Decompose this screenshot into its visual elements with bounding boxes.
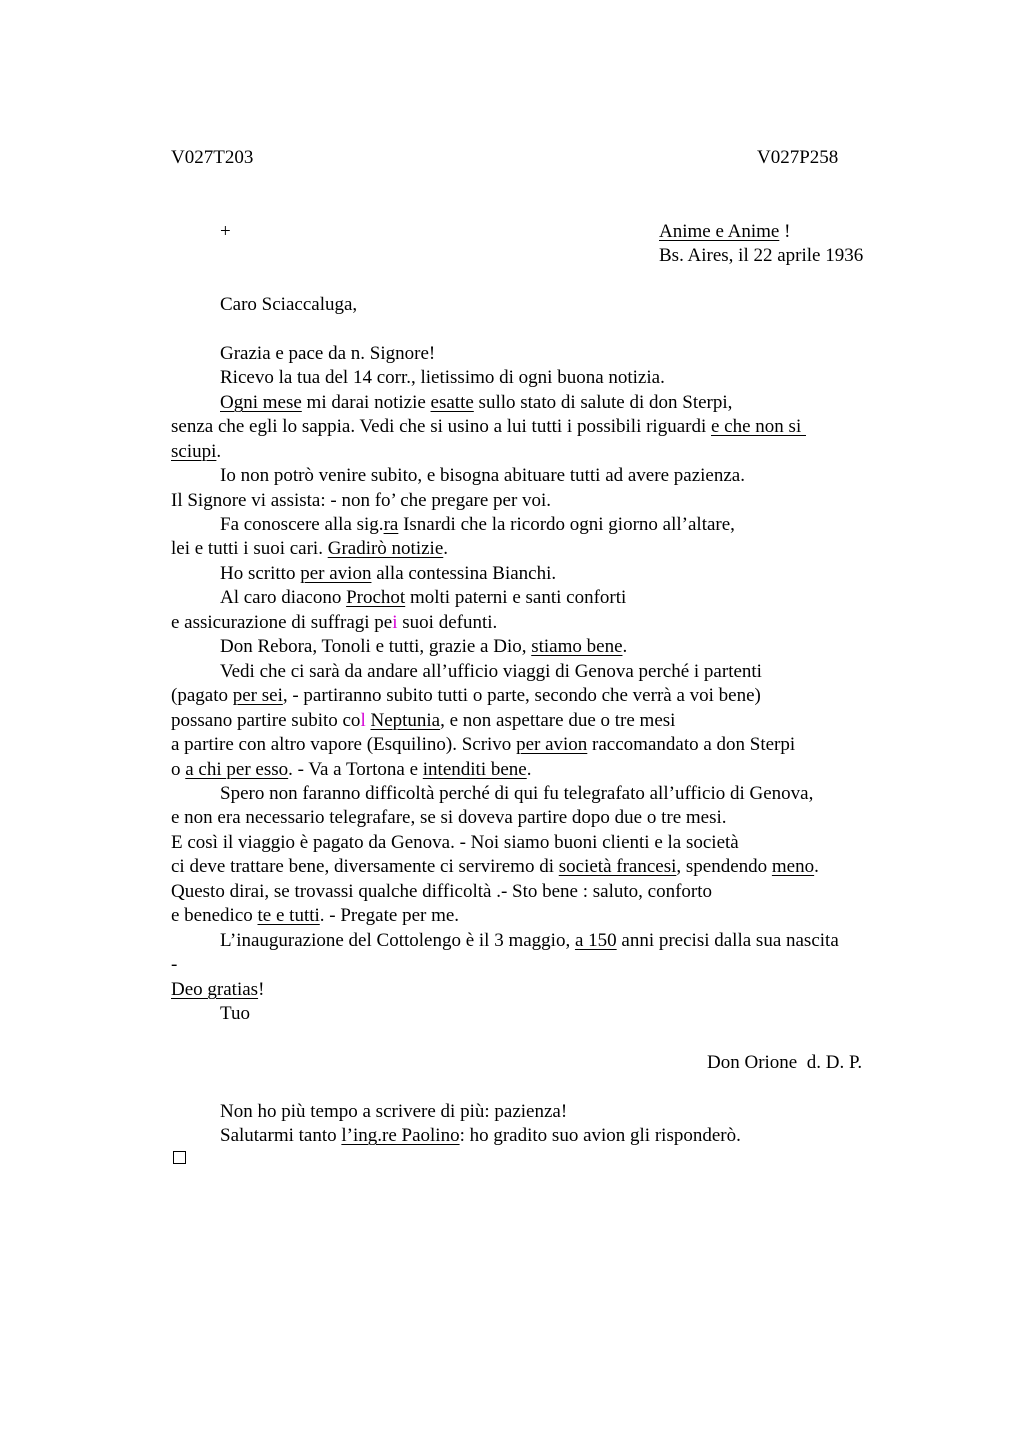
- text: alla contessina Bianchi.: [371, 563, 557, 584]
- text: sullo stato di salute di don Sterpi,: [473, 392, 733, 413]
- body-line-28: [220, 1002, 250, 1026]
- text: suoi defunti.: [397, 612, 498, 633]
- text: possano partire subito co: [171, 710, 361, 731]
- body-line-11: [220, 586, 626, 610]
- text: e benedico: [171, 905, 258, 926]
- underlined-text: meno: [771, 856, 815, 877]
- highlighted-char: i: [392, 612, 398, 633]
- text: Grazia e pace da n. Signore!: [220, 343, 436, 364]
- body-line-8: [220, 513, 735, 537]
- body-line-26: [171, 953, 177, 977]
- body-line-21: [171, 831, 739, 855]
- motto-punct: !: [779, 221, 791, 242]
- text: Ho scritto: [220, 563, 301, 584]
- text: -: [171, 954, 178, 975]
- text: (pagato: [171, 685, 233, 706]
- body-line-20: [171, 806, 727, 830]
- text: Isnardi che la ricordo ogni giorno all’altare,: [398, 514, 735, 535]
- highlighted-char: l: [360, 710, 366, 731]
- underlined-text: a 150: [574, 930, 617, 951]
- body-line-27: [171, 978, 264, 1002]
- motto-text: Anime e Anime: [659, 221, 780, 242]
- underlined-text: ra: [383, 514, 399, 535]
- body-line-19: [220, 782, 813, 806]
- text: : ho gradito suo avion gli risponderò.: [459, 1125, 741, 1146]
- text: e non era necessario telegrafare, se si doveva partire dopo due o tre mesi.: [171, 807, 727, 828]
- underlined-text: stiamo bene: [531, 636, 623, 657]
- body-line-6: [220, 464, 745, 488]
- body-line-15: [171, 684, 761, 708]
- body-line-23: [171, 880, 712, 904]
- text: Io non potrò venire subito, e bisogna abituare tutti ad avere pazienza.: [220, 465, 745, 486]
- cross-mark: +: [220, 221, 231, 242]
- body-line-16: [171, 709, 675, 733]
- body-line-9: [171, 537, 448, 561]
- text: , - partiranno subito tutti o parte, secondo che verrà a voi bene): [282, 685, 761, 706]
- text: senza che egli lo sappia. Vedi che si usino a lui tutti i possibili riguardi: [171, 416, 711, 437]
- body-line-1: [220, 342, 435, 366]
- signature: Don Orione d. D. P.: [707, 1052, 863, 1073]
- text: .: [622, 636, 628, 657]
- text: raccomandato a don Sterpi: [587, 734, 796, 755]
- text: Fa conoscere alla sig.: [220, 514, 384, 535]
- dateline: Bs. Aires, il 22 aprile 1936: [659, 245, 864, 266]
- underlined-text: e che non si: [711, 416, 806, 437]
- document-code-right: V027P258: [757, 147, 839, 168]
- text: Non ho più tempo a scrivere di più: pazienza!: [220, 1101, 568, 1122]
- body-line-5: [171, 440, 221, 464]
- body-line-7: [171, 489, 551, 513]
- body-line-4: [171, 415, 806, 439]
- text: .: [443, 538, 449, 559]
- underlined-text: Gradirò notizie: [327, 538, 444, 559]
- text: ci deve trattare bene, diversamente ci serviremo di: [171, 856, 559, 877]
- end-box-icon: [173, 1151, 186, 1164]
- postscript-line-1: [220, 1100, 567, 1124]
- underlined-text: società francesi: [558, 856, 677, 877]
- text: Spero non faranno difficoltà perché di qui fu telegrafato all’ufficio di Genova,: [220, 783, 814, 804]
- text: Al caro diacono: [220, 587, 347, 608]
- text: molti paterni e santi conforti: [405, 587, 627, 608]
- text: . - Pregate per me.: [319, 905, 460, 926]
- text: o: [171, 759, 186, 780]
- text: lei e tutti i suoi cari.: [171, 538, 328, 559]
- body-line-14: [220, 660, 762, 684]
- text: Tuo: [220, 1003, 250, 1024]
- text: !: [258, 979, 265, 1000]
- text: L’inaugurazione del Cottolengo è il 3 maggio,: [220, 930, 575, 951]
- text: Don Rebora, Tonoli e tutti, grazie a Dio,: [220, 636, 532, 657]
- salutation: Caro Sciaccaluga,: [220, 294, 358, 315]
- underlined-text: Deo gratias: [171, 979, 259, 1000]
- underlined-text: Prochot: [346, 587, 406, 608]
- body-line-3: [220, 391, 732, 415]
- text: e assicurazione di suffragi pe: [171, 612, 393, 633]
- underlined-text: per avion: [516, 734, 588, 755]
- underlined-text: sciupi: [171, 441, 217, 462]
- underlined-text: Neptunia: [370, 710, 441, 731]
- body-line-17: [171, 733, 795, 757]
- body-line-12: [171, 611, 497, 635]
- text: anni precisi dalla sua nascita: [616, 930, 839, 951]
- text: Salutarmi tanto: [220, 1125, 342, 1146]
- body-line-25: [220, 929, 839, 953]
- body-line-13: [220, 635, 627, 659]
- document-code-left: V027T203: [171, 147, 254, 168]
- underlined-text: a chi per esso: [185, 759, 289, 780]
- text: , spendendo: [676, 856, 772, 877]
- underlined-text: Ogni mese: [220, 392, 302, 413]
- postscript-line-2: [220, 1124, 741, 1148]
- body-line-24: [171, 904, 459, 928]
- text: .: [216, 441, 222, 462]
- underlined-text: per sei: [232, 685, 283, 706]
- text: Il Signore vi assista: - non fo’ che pregare per voi.: [171, 490, 552, 511]
- underlined-text: esatte: [430, 392, 474, 413]
- motto: [659, 220, 790, 244]
- text: .: [526, 759, 532, 780]
- text: Ricevo la tua del 14 corr., lietissimo di ogni buona notizia.: [220, 367, 665, 388]
- body-line-22: [171, 855, 819, 879]
- underlined-text: intenditi bene: [422, 759, 527, 780]
- body-line-10: [220, 562, 556, 586]
- underlined-text: te e tutti: [257, 905, 320, 926]
- text: , e non aspettare due o tre mesi: [440, 710, 676, 731]
- text: mi darai notizie: [301, 392, 431, 413]
- text: a partire con altro vapore (Esquilino). Scrivo: [171, 734, 517, 755]
- text: .: [814, 856, 819, 877]
- text: Questo dirai, se trovassi qualche difficoltà .- Sto bene : saluto, conforto: [171, 881, 713, 902]
- underlined-text: l’ing.re Paolino: [341, 1125, 460, 1146]
- body-line-18: [171, 758, 531, 782]
- text: E così il viaggio è pagato da Genova. - Noi siamo buoni clienti e la società: [171, 832, 739, 853]
- text: . - Va a Tortona e: [288, 759, 423, 780]
- body-line-2: [220, 366, 665, 390]
- text: Vedi che ci sarà da andare all’ufficio viaggi di Genova perché i partenti: [220, 661, 762, 682]
- underlined-text: per avion: [300, 563, 372, 584]
